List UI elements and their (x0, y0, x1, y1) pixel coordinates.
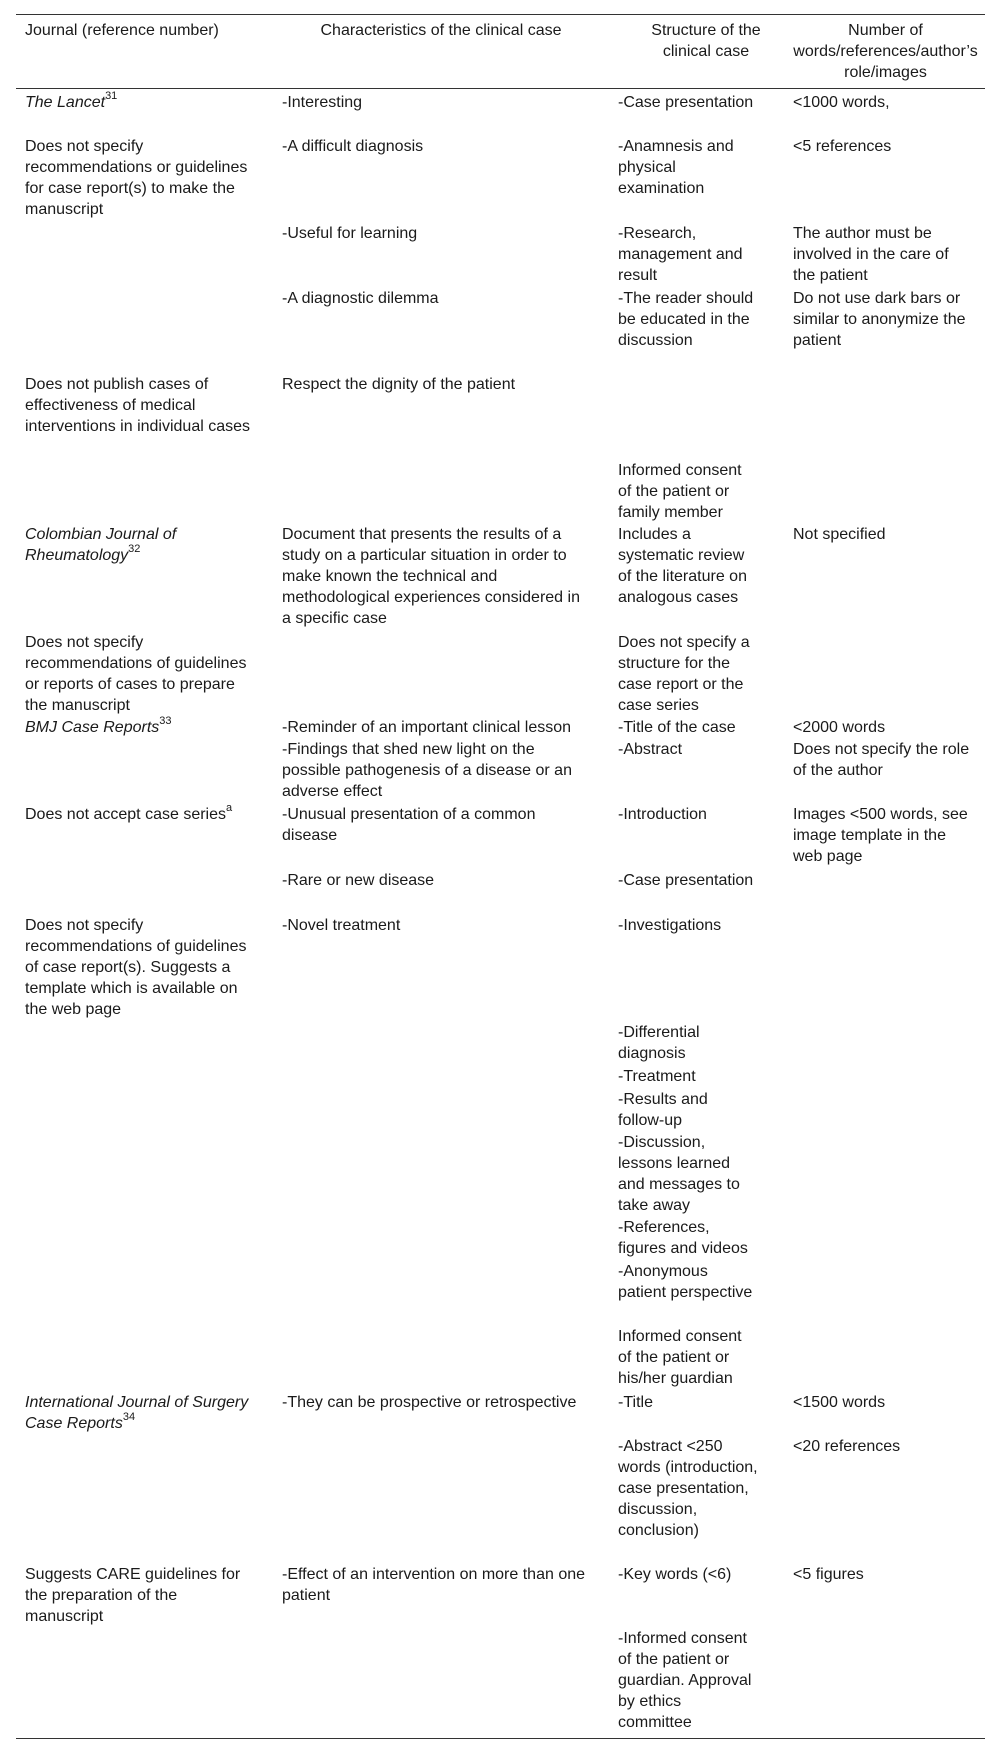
journal-note: Does not specify recommendations of guidelines of case report(s). Suggests a template which is available on the web page (25, 917, 247, 1018)
journal-note: Does not specify recommendations of guidelines or reports of cases to prepare the manuscript (25, 634, 247, 714)
characteristic: -Rare or new disease (282, 872, 435, 889)
structure-item: -Title of the case (618, 719, 736, 736)
number-item: Does not specify the role of the author (793, 741, 970, 779)
journal-note: Does not accept case series$^a$ (25, 801, 233, 823)
structure-item: -Results and follow-up (618, 1091, 708, 1129)
structure-item: -Differential diagnosis (618, 1024, 700, 1062)
characteristic: -Reminder of an important clinical lesson (282, 719, 572, 736)
journal-note: Suggests CARE guidelines for the preparation of the manuscript (25, 1566, 241, 1625)
journal-name: Colombian Journal of Rheumatology$^{32}$ (25, 526, 177, 564)
structure-item: Informed consent of the patient or his/her guardian (618, 1328, 742, 1387)
structure-item: -Treatment (618, 1068, 696, 1085)
characteristic: -They can be prospective or retrospective (282, 1394, 577, 1411)
number-item: <5 figures (793, 1566, 864, 1583)
structure-item: -Case presentation (618, 94, 754, 111)
structure-item: -Abstract <250 words (introduction, case presentation, discussion, conclusion) (618, 1438, 758, 1539)
header-journal: Journal (reference number) (25, 22, 219, 39)
journal-name: BMJ Case Reports$^{33}$ (25, 714, 172, 736)
journal-name: International Journal of Surgery Case Reports$^{34}$ (25, 1394, 249, 1432)
number-item: <1000 words, (793, 94, 890, 111)
header-number: Number of words/references/author’s role/images (793, 22, 978, 81)
structure-item: -Introduction (618, 806, 707, 823)
characteristic: -Novel treatment (282, 917, 401, 934)
characteristic: -Useful for learning (282, 225, 418, 242)
structure-item: -Anonymous patient perspective (618, 1263, 753, 1301)
structure-item: -Key words (<6) (618, 1566, 732, 1583)
structure-item: -Case presentation (618, 872, 754, 889)
structure-item: -Discussion, lessons learned and messages to take away (618, 1134, 740, 1214)
characteristic: -Interesting (282, 94, 363, 111)
structure-item: Includes a systematic review of the literature on analogous cases (618, 526, 747, 606)
structure-item: -Abstract (618, 741, 683, 758)
characteristic: -Unusual presentation of a common disease (282, 806, 536, 844)
structure-item: Informed consent of the patient or family member (618, 462, 742, 521)
characteristic: -Findings that shed new light on the possible pathogenesis of a disease or an adverse effect (282, 741, 572, 800)
characteristic: Document that presents the results of a study on a particular situation in order to make known the technical and methodological experiences considered in a specific case (282, 526, 580, 627)
number-item: <20 references (793, 1438, 901, 1455)
structure-item: -The reader should be educated in the discussion (618, 290, 754, 349)
journal-name: The Lancet$^{31}$ (25, 89, 118, 111)
characteristic: Respect the dignity of the patient (282, 376, 516, 393)
header-characteristics: Characteristics of the clinical case (320, 22, 562, 39)
journal-note: Does not specify recommendations or guidelines for case report(s) to make the manuscript (25, 138, 248, 218)
header-structure: Structure of the clinical case (651, 22, 761, 60)
structure-item: -Research, management and result (618, 225, 743, 284)
number-item: Not specified (793, 526, 886, 543)
bottom-rule (16, 1738, 985, 1739)
characteristic: -A diagnostic dilemma (282, 290, 439, 307)
number-item: The author must be involved in the care of the patient (793, 225, 949, 284)
structure-item: -Anamnesis and physical examination (618, 138, 734, 197)
characteristic: -Effect of an intervention on more than one patient (282, 1566, 586, 1604)
number-item: <5 references (793, 138, 892, 155)
header-rule (16, 88, 985, 89)
structure-item: -Informed consent of the patient or guardian. Approval by ethics committee (618, 1630, 752, 1731)
top-rule (16, 14, 985, 15)
structure-item: -Investigations (618, 917, 722, 934)
journal-note: Does not publish cases of effectiveness of medical interventions in individual cases (25, 376, 251, 435)
structure-item: Does not specify a structure for the case report or the case series (618, 634, 750, 714)
characteristic: -A difficult diagnosis (282, 138, 424, 155)
structure-item: -References, figures and videos (618, 1219, 748, 1257)
number-item: <2000 words (793, 719, 886, 736)
structure-item: -Title (618, 1394, 653, 1411)
number-item: <1500 words (793, 1394, 886, 1411)
number-item: Do not use dark bars or similar to anonymize the patient (793, 290, 966, 349)
number-item: Images <500 words, see image template in the web page (793, 806, 968, 865)
